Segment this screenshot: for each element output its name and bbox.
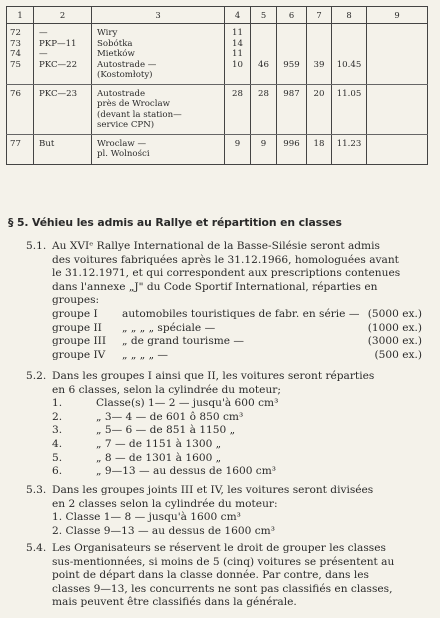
cell-number: 73 [7,39,34,50]
cell-value [307,49,332,60]
cell-number: 72 [7,28,34,39]
text-line: le 31.12.1971, et qui correspondent aux prescriptions contenues [52,267,401,280]
table-row [7,49,428,60]
text-line: dans l'annexe „J" du Code Sportif International, réparties en [52,280,378,293]
cell-number: 77 [7,139,34,160]
group-row [30,335,422,349]
paragraph-5-4 [26,542,422,610]
cell-value: 14 [225,39,251,50]
cell-value: 11.23 [332,139,367,160]
text-line: 1. Classe 1— 8 — jusqu'à 1600 cm³ [52,511,241,524]
group-row [30,349,422,363]
class-number: 2. [52,410,63,423]
class-number: 1. [52,397,63,410]
group-description: „ de grand tourisme — [122,335,245,348]
group-name: groupe IV [52,348,106,361]
cell-value [367,60,428,81]
location-line: Sobótka [97,38,133,49]
cell-value [307,28,332,39]
cell-value: 996 [277,139,307,160]
table-row [7,60,428,81]
group-description: „ „ „ „ — [122,348,169,361]
group-quantity: (500 ex.) [374,348,422,361]
cell-value [332,39,367,50]
location-line: (Kostomłoty) [97,70,153,80]
table-row [7,139,428,160]
paragraph-5-2 [26,370,422,479]
cell-number: 74 [7,49,34,60]
paragraph-label: 5.4. [26,542,47,554]
cell-value: 10.45 [332,60,367,81]
class-number: 3. [52,424,63,437]
cell-location [92,60,225,81]
text-line: point de départ dans la classe donnée. Par contre, dans les [52,569,369,582]
cell-value [332,28,367,39]
text-line: 2. Classe 9—13 — au dessus de 1600 cm³ [52,524,275,537]
group-description: „ „ „ „ spéciale — [122,321,216,334]
cell-checkpoint: PKC—23 [34,89,92,131]
paragraph-label: 5.2. [26,370,47,382]
text-line: Dans les groupes I ainsi que II, les voitures seront réparties [52,370,375,382]
cell-checkpoint: — [34,28,92,39]
paragraph-label: 5.1. [26,240,47,252]
group-row [30,322,422,336]
cell-value: 987 [277,89,307,131]
class-number: 5. [52,451,63,464]
cell-value [367,39,428,50]
group-name: groupe III [52,335,107,348]
cell-value [367,89,428,131]
group-quantity: (1000 ex.) [367,321,422,334]
class-row [30,452,422,466]
table-row [7,89,428,131]
class-row [30,424,422,438]
class-description: Classe(s) 1— 2 — jusqu'à 600 cm³ [96,397,279,410]
cell-value: 9 [251,139,277,160]
class-description: „ 7 — de 1151 à 1300 „ [96,437,222,450]
paragraph-5-3 [26,484,422,538]
cell-value: 18 [307,139,332,160]
class-number: 4. [52,437,63,450]
class-description: „ 3— 4 — de 601 ô 850 cm³ [96,410,244,423]
cell-value: 28 [251,89,277,131]
class-description: „ 9—13 — au dessus de 1600 cm³ [96,465,277,478]
cell-location [92,28,225,39]
cell-value [251,28,277,39]
cell-value: 11.05 [332,89,367,131]
cell-number: 76 [7,89,34,131]
cell-value [367,49,428,60]
table-header-row [7,7,428,24]
cell-value [277,39,307,50]
text-line: Les Organisateurs se réservent le droit de grouper les classes [52,542,386,554]
text-line: mais peuvent être classifiés dans la générale. [52,596,297,609]
group-description: automobiles touristiques de fabr. en série — [122,307,360,320]
section-heading: § 5. Véhieu les admis au Rallye et répartition en classes [8,216,342,229]
group-quantity: (5000 ex.) [367,307,422,320]
cell-value: 39 [307,60,332,81]
cell-value [307,39,332,50]
column-header: 2 [34,7,92,24]
column-header: 5 [251,7,277,24]
class-description: „ 5— 6 — de 851 à 1150 „ [96,424,236,437]
location-line: près de Wroclaw [97,99,170,109]
cell-value [367,139,428,160]
class-row [30,411,422,425]
text-line: des voitures fabriquées après le 31.12.1966, homologuées avant [52,253,399,266]
cell-value [277,28,307,39]
cell-checkpoint: But [34,139,92,160]
cell-checkpoint: — [34,49,92,60]
cell-location [92,139,225,160]
cell-value [367,28,428,39]
cell-value: 959 [277,60,307,81]
text-line: en 2 classes selon la cylindrée du moteur: [52,497,278,510]
location-line: Mietków [97,49,135,59]
paragraph-5-1 [26,240,422,362]
cell-value [332,49,367,60]
class-row [30,465,422,479]
group-name: groupe I [52,307,98,320]
paragraph-label: 5.3. [26,484,47,496]
column-header: 8 [332,7,367,24]
text-line: groupes: [52,294,100,307]
cell-value: 46 [251,60,277,81]
group-name: groupe II [52,321,102,334]
text-line: classes 9—13, les concurrents ne sont pas classifiés en classes, [52,582,393,595]
cell-value: 11 [225,49,251,60]
cell-checkpoint: PKC—22 [34,60,92,81]
location-line: Autostrade [97,88,146,99]
column-header: 4 [225,7,251,24]
location-line: service CPN) [97,120,155,130]
table-row [7,39,428,50]
cell-number: 75 [7,60,34,81]
group-quantity: (3000 ex.) [367,335,422,348]
cell-value: 28 [225,89,251,131]
text-line: Dans les groupes joints III et IV, les voitures seront divisées [52,484,374,496]
column-header: 6 [277,7,307,24]
location-line: Wiry [97,28,118,38]
column-header: 7 [307,7,332,24]
text-line: Au XVIᵉ Rallye International de la Basse-Silésie seront admis [52,240,380,252]
cell-value: 11 [225,28,251,39]
cell-location [92,39,225,50]
table-row [7,28,428,39]
column-header: 9 [367,7,428,24]
text-line: sus-mentionnées, si moins de 5 (cinq) voitures se présentent au [52,555,395,568]
cell-checkpoint: PKP—11 [34,39,92,50]
cell-value [277,49,307,60]
cell-value: 9 [225,139,251,160]
cell-value [251,49,277,60]
class-description: „ 8 — de 1301 à 1600 „ [96,451,222,464]
group-row [30,308,422,322]
location-line: Wroclaw — [97,138,147,149]
cell-value: 20 [307,89,332,131]
class-row [30,397,422,411]
cell-location [92,49,225,60]
location-line: Autostrade — [97,59,157,70]
class-row [30,438,422,452]
column-header: 1 [7,7,34,24]
itinerary-table [6,6,428,165]
cell-value: 10 [225,60,251,81]
text-line: en 6 classes, selon la cylindrée du moteur; [52,383,281,396]
class-number: 6. [52,465,63,478]
cell-location [92,89,225,131]
column-header: 3 [92,7,225,24]
cell-value [251,39,277,50]
location-line: pl. Wolności [97,149,150,159]
location-line: (devant la station— [97,109,182,120]
